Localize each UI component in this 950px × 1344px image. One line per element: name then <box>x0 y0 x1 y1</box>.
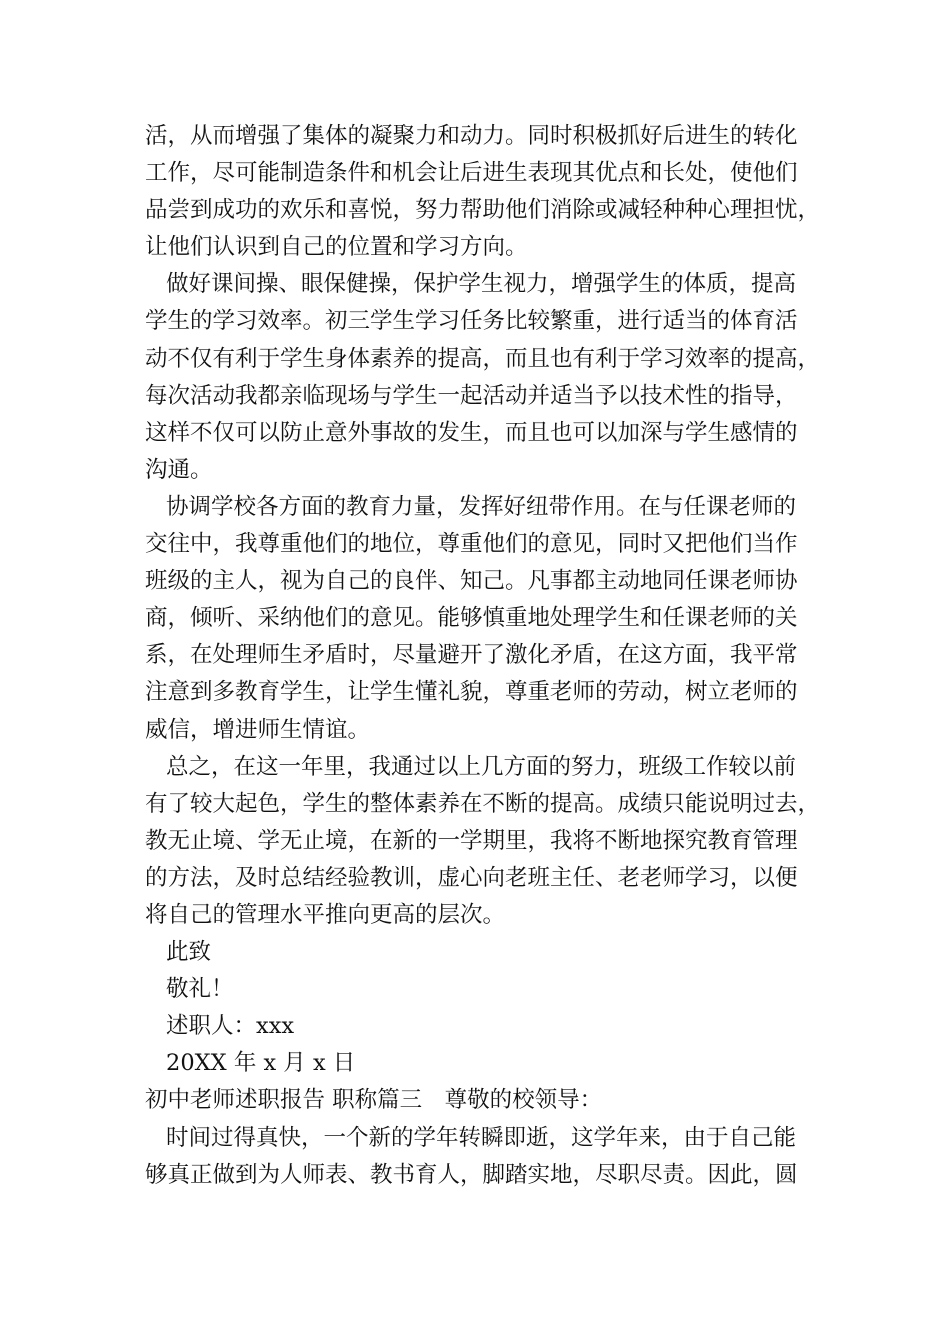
text-line: 协调学校各方面的教育力量，发挥好纽带作用。在与任课老师的 <box>166 493 797 520</box>
text-line: 交往中，我尊重他们的地位，尊重他们的意见，同时又把他们当作 <box>145 531 798 558</box>
text-line: 注意到多教育学生，让学生懂礼貌，尊重老师的劳动，树立老师的 <box>145 679 798 706</box>
paragraph <box>145 489 825 749</box>
text-line: 做好课间操、眼保健操，保护学生视力，增强学生的体质，提高 <box>166 271 797 298</box>
text-line: 这样不仅可以防止意外事故的发生，而且也可以加深与学生感情的 <box>145 419 798 446</box>
text-line: 有了较大起色，学生的整体素养在不断的提高。成绩只能说明过去， <box>145 790 821 817</box>
paragraph <box>145 1120 825 1194</box>
text-line: 教无止境、学无止境，在新的一学期里，我将不断地探究教育管理 <box>145 827 798 854</box>
paragraph <box>145 118 825 266</box>
paragraph <box>145 1008 825 1045</box>
text-line: 此致 <box>166 939 212 966</box>
text-line: 述职人：xxx <box>166 1013 295 1040</box>
text-line: 将自己的管理水平推向更高的层次。 <box>145 901 506 928</box>
text-line: 工作，尽可能制造条件和机会让后进生表现其优点和长处，使他们 <box>145 160 798 187</box>
text-line: 沟通。 <box>145 456 213 483</box>
document-body <box>145 118 825 1194</box>
text-line: 时间过得真快，一个新的学年转瞬即逝，这学年来，由于自己能 <box>166 1124 797 1151</box>
text-line: 总之，在这一年里，我通过以上几方面的努力，班级工作较以前 <box>166 753 797 780</box>
text-line: 初中老师述职报告 职称篇三 尊敬的校领导： <box>145 1087 603 1114</box>
text-line: 品尝到成功的欢乐和喜悦，努力帮助他们消除或减轻种种心理担忧， <box>145 197 821 224</box>
text-line: 商，倾听、采纳他们的意见。能够慎重地处理学生和任课老师的关 <box>145 605 798 632</box>
paragraph <box>145 971 825 1008</box>
text-line: 系，在处理师生矛盾时，尽量避开了激化矛盾，在这方面，我平常 <box>145 642 798 669</box>
text-line: 学生的学习效率。初三学生学习任务比较繁重，进行适当的体育活 <box>145 308 798 335</box>
text-line: 让他们认识到自己的位置和学习方向。 <box>145 234 528 261</box>
text-line: 敬礼！ <box>166 976 234 1003</box>
text-line: 够真正做到为人师表、教书育人，脚踏实地，尽职尽责。因此，圆 <box>145 1161 798 1188</box>
text-line: 的方法，及时总结经验教训，虚心向老班主任、老老师学习，以便 <box>145 864 798 891</box>
text-line: 每次活动我都亲临现场与学生一起活动并适当予以技术性的指导， <box>145 382 798 409</box>
paragraph <box>145 749 825 934</box>
text-line: 活，从而增强了集体的凝聚力和动力。同时积极抓好后进生的转化 <box>145 123 798 149</box>
paragraph <box>145 1045 825 1082</box>
text-line: 动不仅有利于学生身体素养的提高，而且也有利于学习效率的提高， <box>145 345 821 372</box>
paragraph <box>145 934 825 971</box>
text-line: 班级的主人，视为自己的良伴、知己。凡事都主动地同任课老师协 <box>145 568 798 595</box>
paragraph <box>145 266 825 489</box>
text-line: 20XX 年 x 月 x 日 <box>166 1050 356 1077</box>
paragraph <box>145 1082 825 1119</box>
text-line: 威信，增进师生情谊。 <box>145 716 371 743</box>
